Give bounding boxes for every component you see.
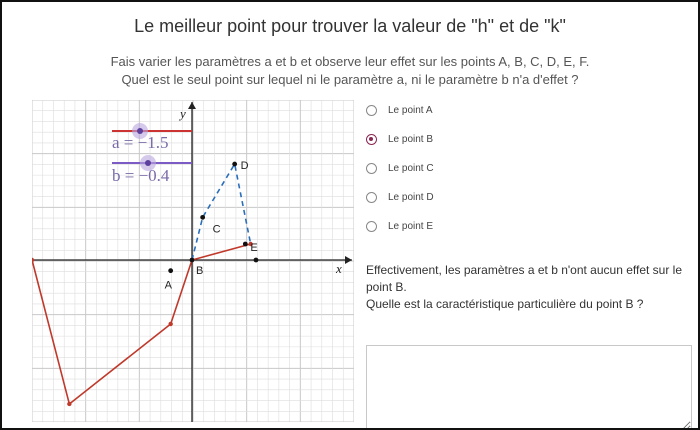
point-e[interactable] <box>243 242 248 247</box>
point-a[interactable] <box>168 268 173 273</box>
red-vertex <box>32 258 34 262</box>
point-f[interactable] <box>254 258 259 263</box>
answer-textarea[interactable] <box>366 345 692 430</box>
option-a[interactable] <box>366 100 434 120</box>
radio-button[interactable] <box>366 134 377 145</box>
feedback-line-1: Effectivement, les paramètres a et b n'ont aucun effet sur le point B. <box>366 263 683 294</box>
point-label-e: E <box>250 242 258 255</box>
page-title: Le meilleur point pour trouver la valeur de "h" et de "k" <box>134 16 566 36</box>
option-e[interactable] <box>366 216 434 236</box>
point-d[interactable] <box>232 162 237 167</box>
instruction-line-2: Quel est le seul point sur lequel ni le paramètre a, ni le paramètre b n'a d'effet ? <box>121 72 579 87</box>
x-axis-label: x <box>336 261 342 276</box>
option-label: Le point E <box>388 220 434 232</box>
feedback-line-2: Quelle est la caractéristique particulière du point B ? <box>366 297 644 311</box>
red-polyline <box>32 244 251 404</box>
x-axis-arrow <box>345 256 352 264</box>
point-b[interactable] <box>190 258 195 263</box>
point-label-c: C <box>212 223 221 236</box>
red-vertex <box>67 402 71 406</box>
point-label-a: A <box>164 279 173 292</box>
y-axis-arrow <box>188 102 196 109</box>
feedback-text <box>366 262 691 313</box>
option-label: Le point C <box>388 162 434 174</box>
red-vertex <box>168 322 172 326</box>
slider-b-label: b = −0.4 <box>112 166 170 185</box>
slider-b[interactable] <box>112 155 192 185</box>
slider-a-label: a = −1.5 <box>112 133 169 152</box>
slider-a[interactable] <box>112 123 192 152</box>
option-label: Le point B <box>388 133 434 145</box>
radio-button[interactable] <box>366 163 377 174</box>
radio-button[interactable] <box>366 192 377 203</box>
point-label-b: B <box>196 265 204 277</box>
geogebra-graph[interactable] <box>32 100 354 422</box>
y-axis-label: y <box>180 106 186 121</box>
point-label-d: D <box>240 160 249 173</box>
option-label: Le point A <box>388 104 433 116</box>
radio-button[interactable] <box>366 105 377 116</box>
option-label: Le point D <box>388 191 434 203</box>
instruction-line-1: Fais varier les paramètres a et b et observe leur effet sur les points A, B, C, D, E, F. <box>110 54 590 69</box>
point-c[interactable] <box>200 215 205 220</box>
radio-button[interactable] <box>366 221 377 232</box>
option-c[interactable] <box>366 158 434 178</box>
answer-options <box>366 100 434 245</box>
points <box>32 160 258 406</box>
option-b[interactable] <box>366 129 434 149</box>
option-d[interactable] <box>366 187 434 207</box>
